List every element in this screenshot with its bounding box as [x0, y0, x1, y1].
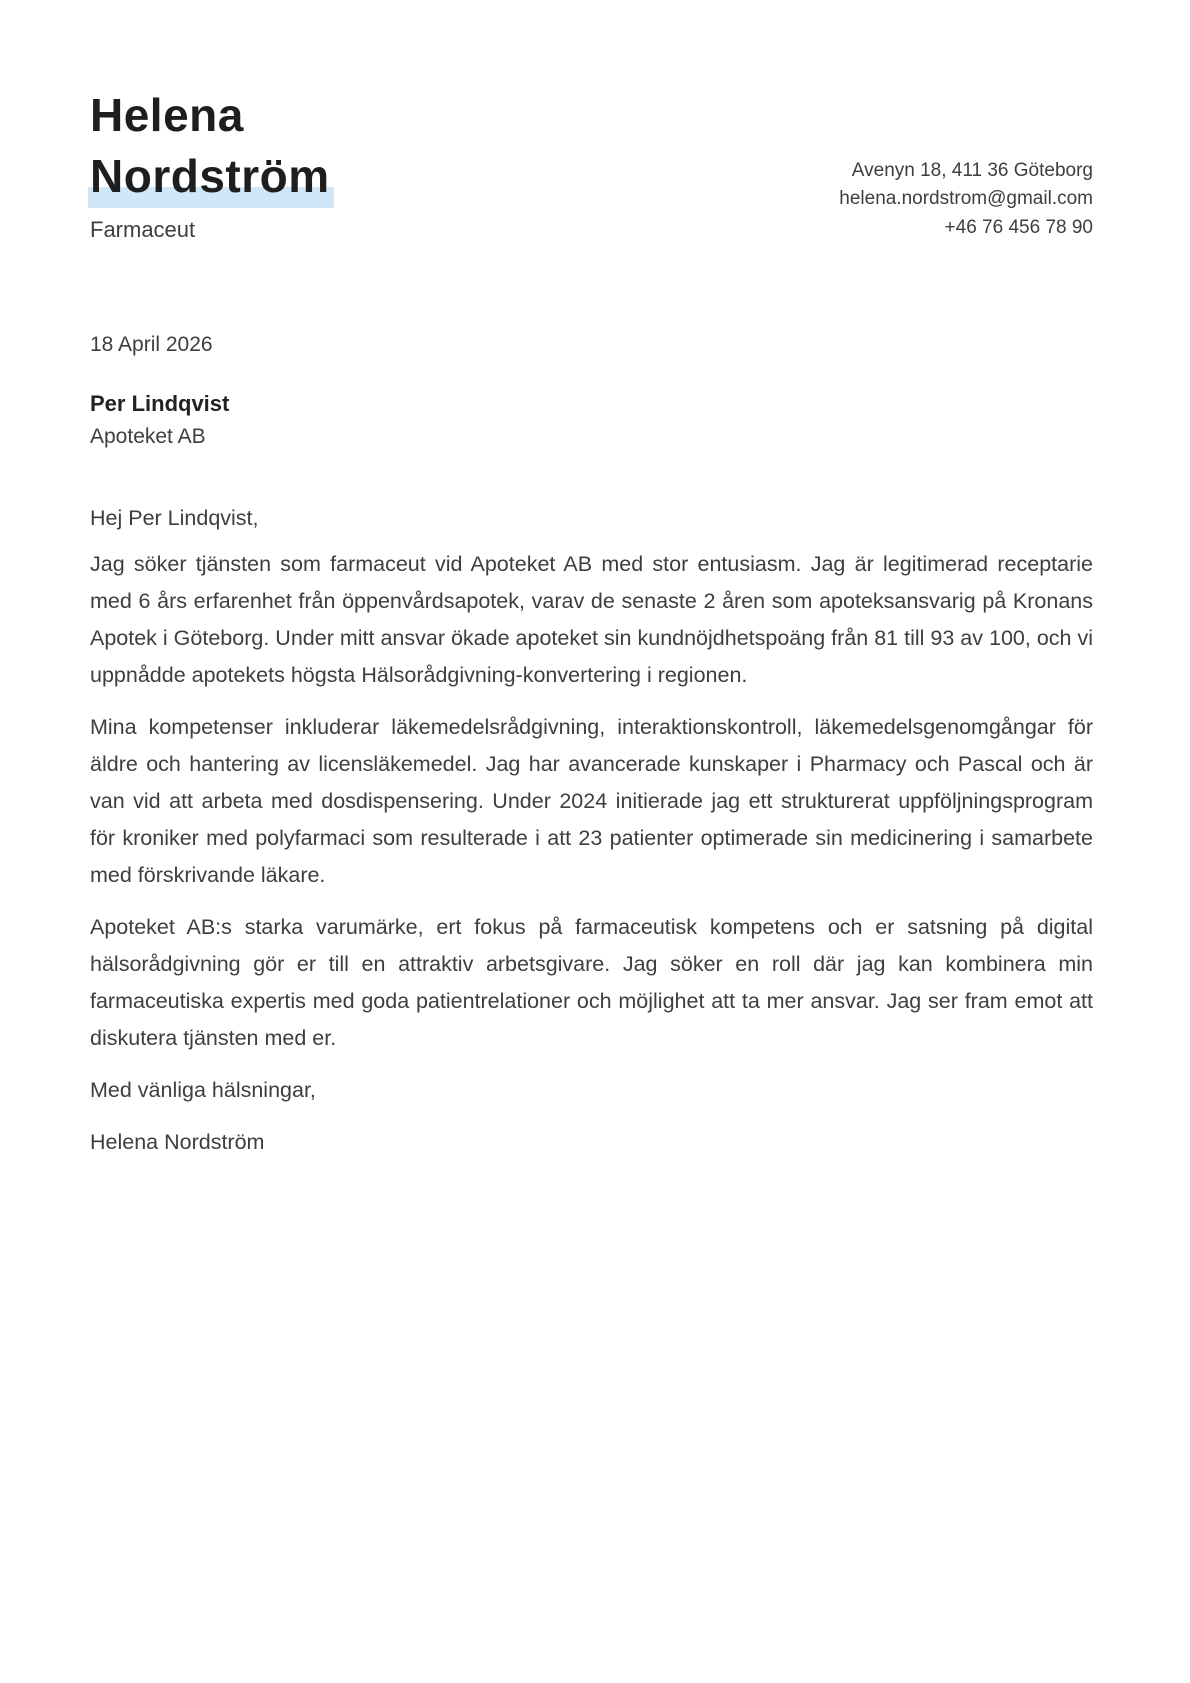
recipient-name: Per Lindqvist	[90, 391, 230, 416]
signature-name: Helena Nordström	[90, 1130, 265, 1154]
applicant-name	[90, 85, 334, 207]
closing-phrase: Med vänliga hälsningar,	[90, 1078, 316, 1102]
paragraph-motivation: Apoteket AB:s starka varumärke, ert fokus på farmaceutisk kompetens och er satsning på digital hälsorådgivning gör er till en attraktiv arbetsgivare. Jag söker en roll där jag kan kombinera min farmaceutiska expertis med goda patientrelationer och möjlighet att ta mer ansvar. Jag ser fram emot att diskutera tjänsten med er.	[90, 915, 1093, 1050]
contact-email: helena.nordstrom@gmail.com	[839, 188, 1093, 209]
applicant-first-name: Helena	[90, 89, 244, 141]
applicant-identity	[90, 85, 334, 244]
contact-phone: +46 76 456 78 90	[944, 216, 1093, 238]
greeting: Hej Per Lindqvist,	[90, 506, 259, 530]
applicant-job-title: Farmaceut	[90, 217, 196, 242]
recipient-company: Apoteket AB	[90, 425, 206, 448]
contact-address: Avenyn 18, 411 36 Göteborg	[851, 159, 1093, 181]
contact-block	[839, 157, 1093, 245]
letter-date: 18 April 2026	[90, 333, 213, 356]
applicant-last-name: Nordström	[88, 150, 334, 208]
paragraph-skills: Mina kompetenser inkluderar läkemedelsrådgivning, interaktionskontroll, läkemedelsgenomgångar för äldre och hantering av licensläkemedel. Jag har avancerade kunskaper i Pharmacy och Pascal och är van vid att arbeta med dosdispensering. Under 2024 initierade jag ett strukturerat uppföljningsprogram för kroniker med polyfarmaci som resulterade i att 23 patienter optimerade sin medicinering i samarbete med förskrivande läkare.	[90, 715, 1093, 887]
letter-header	[90, 85, 1093, 244]
recipient-block	[90, 388, 1093, 452]
paragraph-intro: Jag söker tjänsten som farmaceut vid Apoteket AB med stor entusiasm. Jag är legitimerad receptarie med 6 års erfarenhet från öppenvårdsapotek, varav de senaste 2 åren som apoteksansvarig på Kronans Apotek i Göteborg. Under mitt ansvar ökade apoteket sin kundnöjdhetspoäng från 81 till 93 av 100, och vi uppnådde apotekets högsta Hälsorådgivning-konvertering i regionen.	[90, 552, 1093, 687]
